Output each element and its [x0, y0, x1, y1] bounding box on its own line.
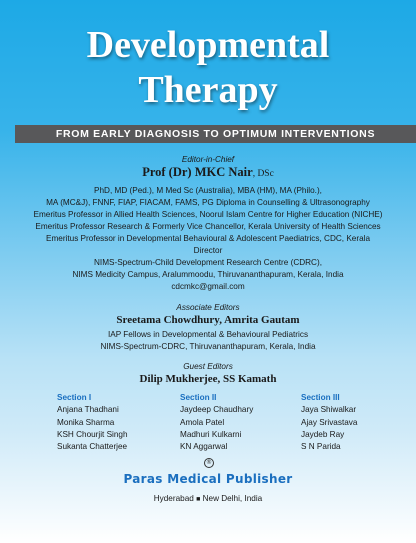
- section-contributor: Anjana Thadhani: [57, 405, 119, 415]
- title-line-2: Therapy: [138, 69, 278, 111]
- publisher-cities: [0, 493, 416, 505]
- editor-email: cdcmkc@gmail.com: [171, 282, 245, 291]
- associate-editors-line: IAP Fellows in Developmental & Behavioural Pediatrics: [107, 330, 309, 339]
- section-contributor: KSH Chourjit Singh: [57, 429, 128, 439]
- section-heading: Section I: [57, 393, 92, 402]
- section-contributor: Amola Patel: [180, 417, 225, 427]
- section-contributor: Monika Sharma: [57, 417, 115, 427]
- editor-in-chief-name-line: [0, 165, 416, 180]
- editor-credential-line: NIMS-Spectrum-Child Development Research Centre (CDRC),: [94, 258, 322, 267]
- title-line-1: Developmental: [86, 24, 330, 66]
- section-contributor: Sukanta Chatterjee: [57, 442, 128, 452]
- section-contributor: S N Parida: [301, 442, 341, 452]
- associate-editors-role: Associate Editors: [176, 303, 240, 312]
- editor-degree: , DSc: [252, 169, 274, 179]
- associate-editors-line: NIMS-Spectrum-CDRC, Thiruvananthapuram, Kerala, India: [100, 342, 316, 351]
- publisher-name: Paras Medical Publisher: [123, 472, 293, 486]
- section-column: [57, 392, 128, 453]
- editor-credential-line: MA (MC&J), FNNF, FIAP, FIACAM, FAMS, PG Diploma in Counselling & Ultrasonography: [46, 198, 370, 207]
- publisher-city: Hyderabad: [153, 494, 194, 503]
- associate-editors-names: Sreetama Chowdhury, Amrita Gautam: [116, 314, 300, 326]
- section-heading: Section III: [301, 393, 340, 402]
- section-contributor: Jaydeb Ray: [301, 429, 345, 439]
- editor-credential-line: Emeritus Professor in Developmental Behavioural & Adolescent Paediatrics, CDC, Kerala: [45, 234, 370, 243]
- editor-credential-line: Director: [193, 246, 223, 255]
- editor-credential-line: NIMS Medicity Campus, Aralummoodu, Thiruvananthapuram, Kerala, India: [72, 270, 344, 279]
- guest-editors-role: Guest Editors: [183, 362, 233, 371]
- section-column: [301, 392, 357, 453]
- city-separator: ■: [196, 496, 201, 503]
- section-contributor: KN Aggarwal: [180, 442, 228, 452]
- editor-in-chief-name: Prof (Dr) MKC Nair: [142, 165, 253, 179]
- guest-editors-names: Dilip Mukherjee, SS Kamath: [139, 373, 277, 385]
- section-contributor: Madhuri Kulkarni: [180, 429, 242, 439]
- section-contributor: Jaya Shiwalkar: [301, 405, 357, 415]
- editor-credential-line: Emeritus Professor in Allied Health Sciences, Noorul Islam Centre for Higher Education (NICHE): [33, 210, 383, 219]
- section-contributor: Jaydeep Chaudhary: [180, 405, 254, 415]
- editor-in-chief-role: Editor-in-Chief: [181, 155, 235, 164]
- section-heading: Section II: [180, 393, 217, 402]
- editor-credential-line: Emeritus Professor Research & Formerly Vice Chancellor, Kerala University of Health Sciences: [35, 222, 381, 231]
- section-contributor: Ajay Srivastava: [301, 417, 358, 427]
- editor-credential-line: PhD, MD (Ped.), M Med Sc (Australia), MBA (HM), MA (Philo.),: [94, 186, 322, 195]
- publisher-logo-icon: ®: [206, 459, 212, 466]
- publisher-city: New Delhi, India: [202, 494, 263, 503]
- section-column: [180, 392, 253, 453]
- subtitle: FROM EARLY DIAGNOSIS TO OPTIMUM INTERVENTIONS: [55, 128, 376, 140]
